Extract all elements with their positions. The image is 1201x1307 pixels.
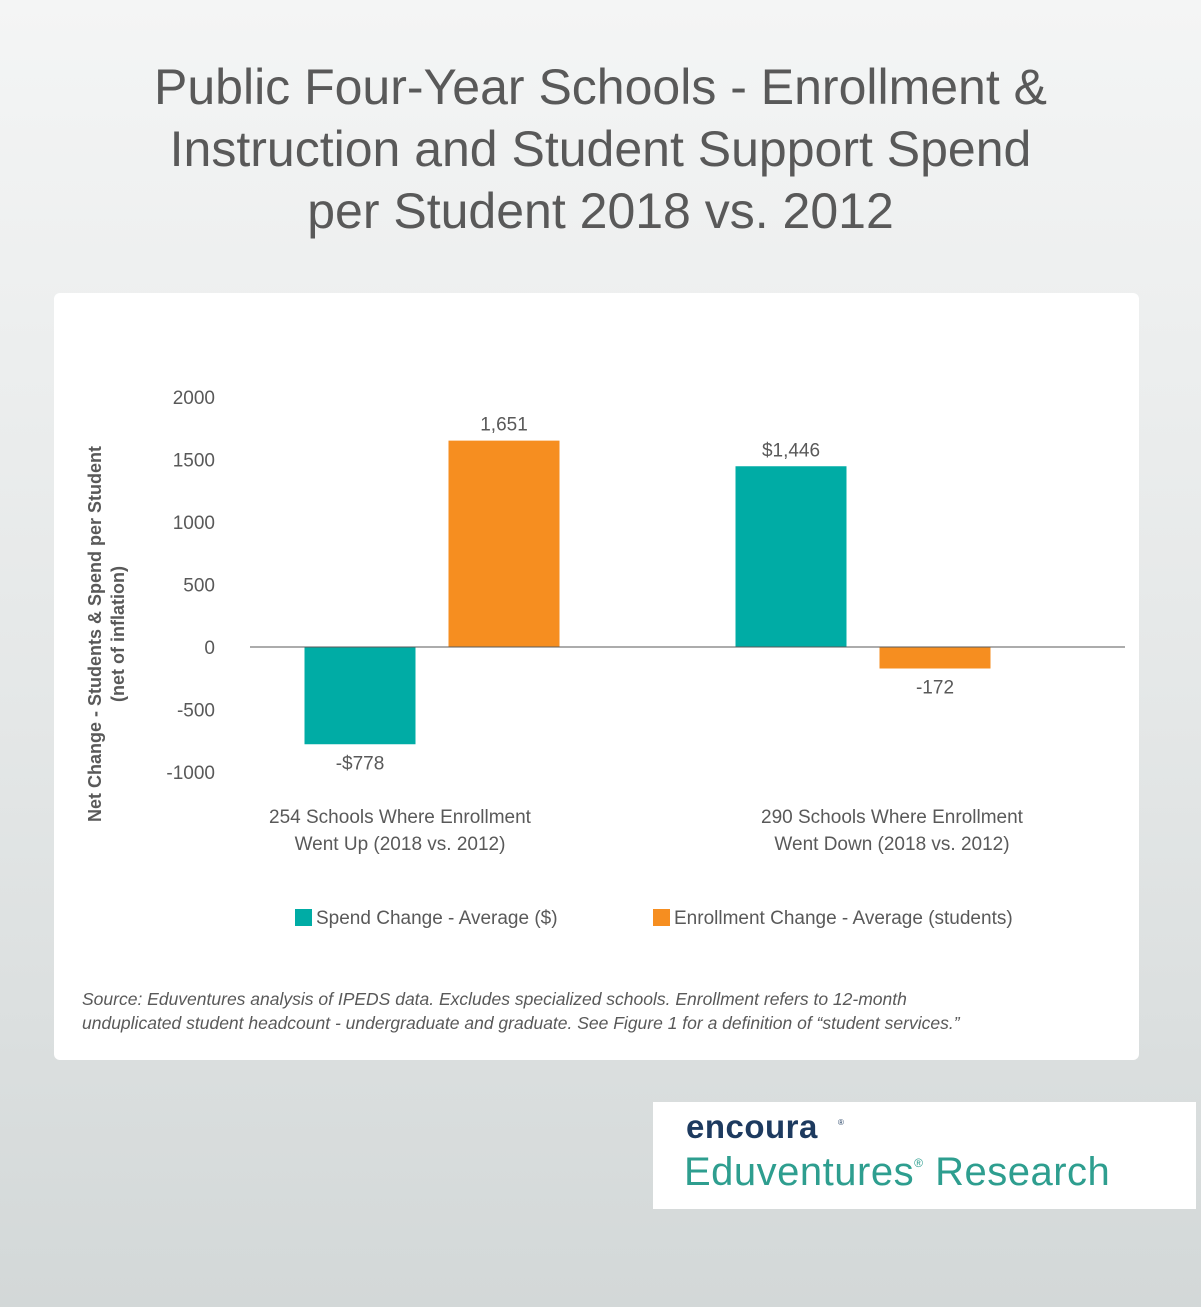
y-tick-label: 1500 xyxy=(172,450,215,472)
y-tick-label: 1000 xyxy=(172,513,215,534)
bar-spend xyxy=(305,647,416,744)
y-tick-label: 500 xyxy=(183,575,215,597)
data-label: -172 xyxy=(915,677,955,699)
data-label: $1,446 xyxy=(761,440,821,462)
legend-label: Spend Change - Average ($) xyxy=(316,908,558,929)
logo-subbrand: Eduventures xyxy=(684,1150,915,1194)
eduventures-research-logo xyxy=(684,1150,1110,1195)
title-line: Public Four-Year Schools - Enrollment & xyxy=(154,59,1047,115)
y-axis-label-line: Net Change - Students & Spend per Student xyxy=(85,446,105,823)
bar-enrollment xyxy=(880,647,991,669)
source-line: unduplicated student headcount - undergraduate and graduate. See Figure 1 for a definition of “student services.” xyxy=(82,1013,960,1033)
data-label: -$778 xyxy=(335,753,385,775)
category-label: Went Down (2018 vs. 2012) xyxy=(774,834,1010,855)
title-line: Instruction and Student Support Spend xyxy=(169,121,1032,177)
category-label: Went Up (2018 vs. 2012) xyxy=(294,834,506,855)
source-note xyxy=(82,987,1082,1035)
registered-mark: ® xyxy=(838,1118,844,1127)
y-tick-label: 2000 xyxy=(172,388,215,409)
y-axis-label-line: (net of inflation) xyxy=(108,566,128,702)
bar-spend xyxy=(736,466,847,647)
legend-label: Enrollment Change - Average (students) xyxy=(674,908,1013,929)
source-line: Source: Eduventures analysis of IPEDS data. Excludes specialized schools. Enrollment refers to 12-month xyxy=(82,989,907,1009)
encoura-logo: encoura xyxy=(686,1108,818,1145)
title-line: per Student 2018 vs. 2012 xyxy=(307,183,894,239)
y-tick-label: -500 xyxy=(176,700,215,722)
logo-subbrand-suffix: Research xyxy=(935,1150,1111,1194)
category-label: 290 Schools Where Enrollment xyxy=(761,807,1023,828)
data-label: 1,651 xyxy=(480,414,528,436)
logo-subbrand-reg: ® xyxy=(914,1155,924,1170)
y-tick-label: -1000 xyxy=(166,763,215,784)
legend-swatch-spend xyxy=(295,909,312,926)
category-label: 254 Schools Where Enrollment xyxy=(269,807,531,828)
bar-enrollment xyxy=(449,441,560,647)
y-tick-label: 0 xyxy=(204,638,215,659)
legend-swatch-enrollment xyxy=(653,909,670,926)
